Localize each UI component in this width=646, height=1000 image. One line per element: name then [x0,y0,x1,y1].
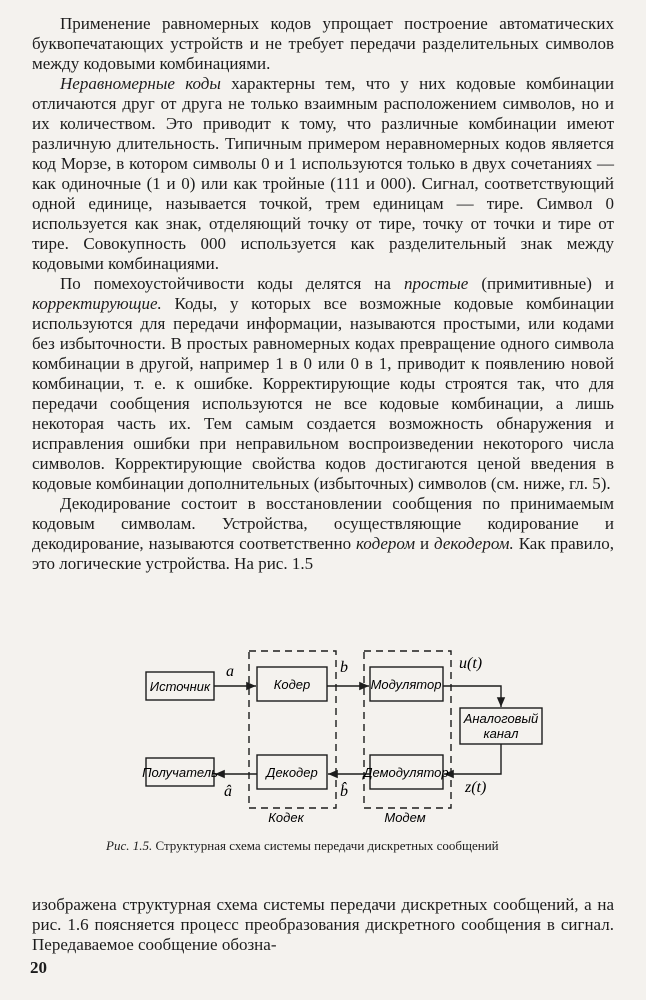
term-decoder: декодером. [434,534,514,553]
signal-z: z(t) [465,779,487,796]
caption-text: Структурная схема системы передачи дискретных сообщений [152,838,499,853]
receiver-block [146,758,214,786]
caption-label: Рис. 1.5. [106,838,153,853]
main-text [32,14,614,574]
channel-block [460,708,542,744]
paragraph-4: Декодирование состоит в восстановлении сообщения по принимаемым кодовым символам. Устройства, осуществляющие кодирование и декодирование, называются соответственно кодером и декодером. Как правило, это логические устройства. На рис. 1.5 [32,494,615,573]
source-block [146,672,214,700]
arrow-channel-demodulator [444,744,501,774]
demodulator-label: Демодулятор [363,765,449,780]
decoder-block [257,755,327,789]
codec-label: Кодек [268,810,304,825]
figure-caption [106,838,546,853]
continuation-text [32,895,614,955]
term-simple: простые [403,274,469,293]
demodulator-block [370,755,443,789]
term-correcting: корректирующие. [32,294,162,313]
signal-a: a [226,663,234,680]
modem-group-box [364,651,451,808]
paragraph-3: По помехоустойчивости коды делятся на простые (примитивные) и корректирующие. Коды, у которых все возможные кодовые комбинации используются для передачи информации, называются простыми, или кодами без избыточности. В простых равномерных кодах превращение одного символа комбинации в другой, например 1 в 0 или 0 в 1, приводит к появлению новой комбинации, т. е. к ошибке. Корректирующие коды строятся так, что для передачи сообщения используются не все кодовые комбинации, а лишь некоторая часть их. Тем самым создается возможность обнаружения и исправления ошибки при неправильном воспроизведении некоторого числа символов. Корректирующие свойства кодов достигаются ценой введения в кодовые комбинации дополнительных (избыточных) символов (см. ниже, гл. 5). [32,274,614,493]
paragraph-5: изображена структурная схема системы передачи дискретных сообщений, а на рис. 1.6 поясняется процесс преобразования дискретного сообщения в сигнал. Передаваемое сообщение обозна- [32,895,614,954]
decoder-label: Декодер [266,765,318,780]
signal-u: u(t) [459,655,483,672]
term-nonuniform-codes: Неравномерные коды [60,74,221,93]
modulator-block [370,667,443,701]
channel-label-2: канал [483,726,519,741]
term-coder: кодером [356,534,416,553]
signal-b-hat: b̂ [340,783,348,800]
modulator-label: Модулятор [370,677,442,692]
coder-block [257,667,327,701]
paragraph-1: Применение равномерных кодов упрощает построение автоматических буквопечатающих устройств и не требует передачи разделительных символов между кодовыми комбинациями. [32,14,614,73]
paragraph-2: Неравномерные коды характерны тем, что у них кодовые комбинации отличаются друг от друга не только взаимным расположением символов, но и их количеством. Это приводит к тому, что различные комбинации имеют различную длительность. Типичным примером неравномерных кодов является код Морзе, в котором символы 0 и 1 используются только в двух сочетаниях — как одиночные (1 и 0) или как тройные (111 и 000). Сигнал, соответствующий одной единице, называется точкой, трем единицам — тире. Символ 0 используется как знак, отделяющий точку от тире, точку от точки и тире от тире. Совокупность 000 используется как разделительный знак между кодовыми комбинациями. [32,74,614,273]
signal-a-hat: â [224,783,232,800]
coder-label: Кодер [273,677,311,692]
signal-b: b [340,659,348,676]
arrow-modulator-channel [443,686,501,707]
source-label: Источник [149,679,211,694]
modem-label: Модем [384,810,426,825]
codec-group-box [249,651,336,808]
channel-label-1: Аналоговый [463,711,539,726]
receiver-label: Получатель [142,765,218,780]
page-number: 20 [30,958,47,977]
